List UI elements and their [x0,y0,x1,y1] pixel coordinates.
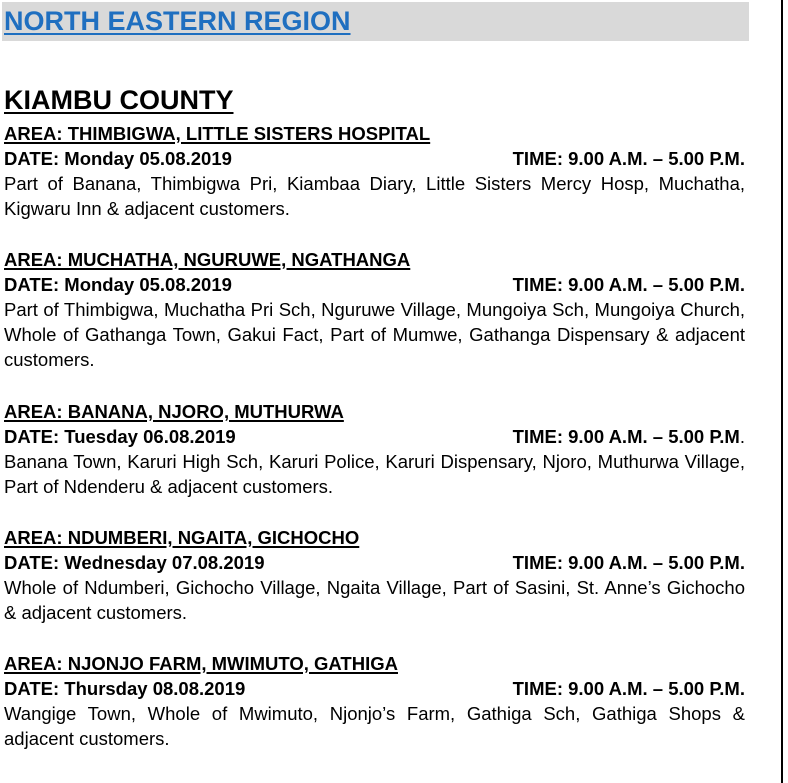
area-time-suffix: . [739,426,745,447]
area-block [4,399,745,499]
area-date: DATE: Tuesday 06.08.2019 [4,426,236,447]
area-date: DATE: Monday 05.08.2019 [4,148,232,169]
region-title: NORTH EASTERN REGION [4,6,351,36]
area-time-value: TIME: 9.00 A.M. – 5.00 P.M. [512,678,745,699]
area-time [513,272,745,297]
area-time-value: TIME: 9.00 A.M. – 5.00 P.M. [512,552,745,573]
date-time-row [4,272,745,297]
area-block [4,247,745,372]
area-description: Part of Banana, Thimbigwa Pri, Kiambaa Diary, Little Sisters Mercy Hosp, Muchatha, Kigwaru Inn & adjacent customers. [4,173,745,219]
date-time-row [4,146,745,171]
date-time-row [4,676,745,701]
area-heading: AREA: NDUMBERI, NGAITA, GICHOCHO [4,527,360,548]
area-date: DATE: Wednesday 07.08.2019 [4,552,265,573]
area-time [513,424,745,449]
area-date: DATE: Monday 05.08.2019 [4,274,232,295]
area-time [513,676,745,701]
area-time-value: TIME: 9.00 A.M. – 5.00 P.M. [512,274,745,295]
date-time-row [4,550,745,575]
area-heading: AREA: NJONJO FARM, MWIMUTO, GATHIGA [4,653,398,674]
area-heading: AREA: BANANA, NJORO, MUTHURWA [4,401,344,422]
area-block [4,121,745,221]
page-edge-rule [781,0,783,783]
area-heading: AREA: THIMBIGWA, LITTLE SISTERS HOSPITAL [4,123,431,144]
area-heading: AREA: MUCHATHA, NGURUWE, NGATHANGA [4,249,411,270]
area-block [4,651,745,751]
area-time-value: TIME: 9.00 A.M. – 5.00 P.M [512,426,740,447]
area-date: DATE: Thursday 08.08.2019 [4,678,246,699]
area-block [4,525,745,625]
date-time-row [4,424,745,449]
area-time-value: TIME: 9.00 A.M. – 5.00 P.M. [512,148,745,169]
area-description: Whole of Ndumberi, Gichocho Village, Ngaita Village, Part of Sasini, St. Anne’s Gichocho & adjacent customers. [4,577,745,623]
area-description: Wangige Town, Whole of Mwimuto, Njonjo’s Farm, Gathiga Sch, Gathiga Shops & adjacent customers. [4,703,745,749]
area-description: Banana Town, Karuri High Sch, Karuri Police, Karuri Dispensary, Njoro, Muthurwa Village, Part of Ndenderu & adjacent customers. [4,451,745,497]
area-description: Part of Thimbigwa, Muchatha Pri Sch, Nguruwe Village, Mungoiya Sch, Mungoiya Church, Whole of Gathanga Town, Gakui Fact, Part of Mumwe, Gathanga Dispensary & adjacent customers. [4,299,745,370]
area-time [513,146,745,171]
county-title: KIAMBU COUNTY [4,85,234,115]
area-time [513,550,745,575]
